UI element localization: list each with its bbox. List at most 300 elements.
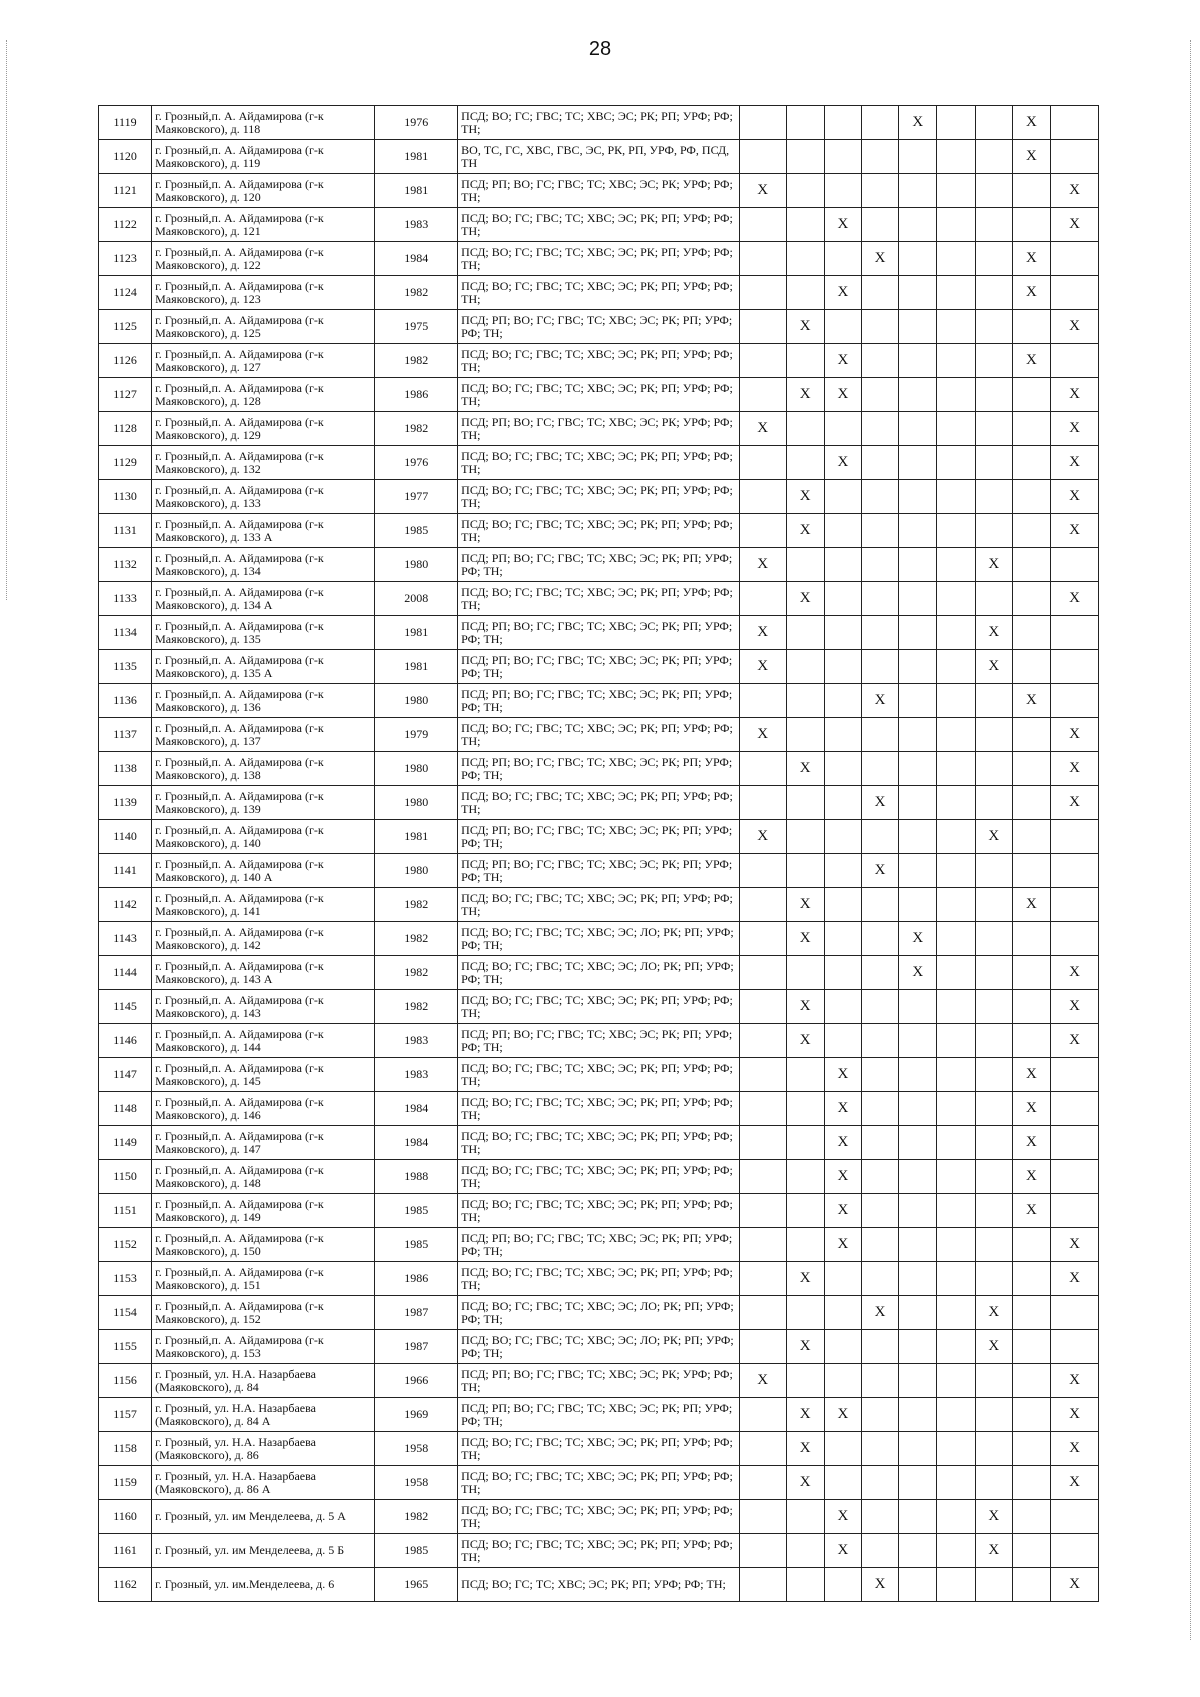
mark-cell — [975, 242, 1012, 276]
mark-cell — [739, 208, 786, 242]
year-cell: 1958 — [375, 1466, 458, 1500]
mark-cell — [1012, 854, 1050, 888]
works-cell: ПСД; ВО; ГС; ГВС; ТС; ХВС; ЭС; РК; РП; УРФ; РФ; ТН; — [458, 514, 740, 548]
year-cell: 2008 — [375, 582, 458, 616]
mark-cell — [861, 446, 898, 480]
table-row — [99, 310, 1099, 344]
mark-cell — [975, 752, 1012, 786]
year-cell: 1977 — [375, 480, 458, 514]
mark-cell — [824, 1364, 861, 1398]
mark-cell — [899, 752, 937, 786]
mark-cell — [861, 1262, 898, 1296]
mark-cell — [937, 786, 975, 820]
mark-cell: Х — [975, 1330, 1012, 1364]
mark-cell — [937, 1330, 975, 1364]
mark-cell — [824, 1024, 861, 1058]
mark-cell — [937, 548, 975, 582]
mark-cell — [1051, 1330, 1099, 1364]
table-row — [99, 276, 1099, 310]
mark-cell — [861, 276, 898, 310]
works-cell: ПСД; ВО; ГС; ГВС; ТС; ХВС; ЭС; РК; РП; УРФ; РФ; ТН; — [458, 888, 740, 922]
works-cell: ПСД; ВО; ГС; ГВС; ТС; ХВС; ЭС; РК; РП; УРФ; РФ; ТН; — [458, 1262, 740, 1296]
mark-cell — [739, 344, 786, 378]
mark-cell — [786, 106, 824, 140]
mark-cell — [937, 1262, 975, 1296]
table-row — [99, 888, 1099, 922]
table-row — [99, 1160, 1099, 1194]
mark-cell — [1051, 548, 1099, 582]
works-cell: ПСД; ВО; ГС; ГВС; ТС; ХВС; ЭС; РК; РП; УРФ; РФ; ТН; — [458, 208, 740, 242]
mark-cell: Х — [1012, 1058, 1050, 1092]
mark-cell — [824, 650, 861, 684]
year-cell: 1975 — [375, 310, 458, 344]
address-cell: г. Грозный,п. А. Айдамирова (г-к Маяковского), д. 134 А — [152, 582, 375, 616]
mark-cell — [975, 1364, 1012, 1398]
mark-cell — [824, 718, 861, 752]
mark-cell — [975, 1466, 1012, 1500]
mark-cell: Х — [1051, 1466, 1099, 1500]
address-cell: г. Грозный,п. А. Айдамирова (г-к Маяковского), д. 152 — [152, 1296, 375, 1330]
mark-cell — [937, 378, 975, 412]
mark-cell — [739, 1568, 786, 1602]
building-registry-table — [98, 105, 1099, 1602]
row-number: 1125 — [99, 310, 152, 344]
year-cell: 1985 — [375, 1194, 458, 1228]
mark-cell: Х — [1051, 990, 1099, 1024]
mark-cell: Х — [739, 820, 786, 854]
mark-cell — [786, 1296, 824, 1330]
mark-cell: Х — [1051, 752, 1099, 786]
table-row — [99, 616, 1099, 650]
mark-cell — [1051, 1500, 1099, 1534]
table-row — [99, 854, 1099, 888]
address-cell: г. Грозный,п. А. Айдамирова (г-к Маяковского), д. 151 — [152, 1262, 375, 1296]
mark-cell — [1012, 1398, 1050, 1432]
mark-cell — [937, 1500, 975, 1534]
year-cell: 1969 — [375, 1398, 458, 1432]
table-row — [99, 752, 1099, 786]
works-cell: ПСД; ВО; ГС; ГВС; ТС; ХВС; ЭС; ЛО; РК; РП; УРФ; РФ; ТН; — [458, 1330, 740, 1364]
address-cell: г. Грозный,п. А. Айдамирова (г-к Маяковского), д. 118 — [152, 106, 375, 140]
address-cell: г. Грозный,п. А. Айдамирова (г-к Маяковского), д. 123 — [152, 276, 375, 310]
mark-cell — [824, 140, 861, 174]
mark-cell — [861, 1432, 898, 1466]
works-cell: ПСД; ВО; ГС; ГВС; ТС; ХВС; ЭС; РК; РП; УРФ; РФ; ТН; — [458, 1092, 740, 1126]
mark-cell — [975, 310, 1012, 344]
mark-cell — [937, 922, 975, 956]
mark-cell: Х — [1012, 1160, 1050, 1194]
mark-cell: Х — [786, 514, 824, 548]
row-number: 1121 — [99, 174, 152, 208]
address-cell: г. Грозный,п. А. Айдамирова (г-к Маяковского), д. 138 — [152, 752, 375, 786]
works-cell: ПСД; ВО; ГС; ГВС; ТС; ХВС; ЭС; РК; РП; УРФ; РФ; ТН; — [458, 990, 740, 1024]
mark-cell — [786, 1058, 824, 1092]
mark-cell — [937, 446, 975, 480]
mark-cell — [824, 820, 861, 854]
address-cell: г. Грозный, ул. Н.А. Назарбаева (Маяковского), д. 86 А — [152, 1466, 375, 1500]
mark-cell — [975, 1126, 1012, 1160]
mark-cell — [1051, 1160, 1099, 1194]
mark-cell: Х — [824, 1500, 861, 1534]
works-cell: ПСД; РП; ВО; ГС; ГВС; ТС; ХВС; ЭС; РК; УРФ; РФ; ТН; — [458, 174, 740, 208]
mark-cell — [975, 990, 1012, 1024]
mark-cell — [861, 650, 898, 684]
table-row — [99, 1466, 1099, 1500]
mark-cell — [937, 1024, 975, 1058]
row-number: 1145 — [99, 990, 152, 1024]
mark-cell — [1051, 616, 1099, 650]
mark-cell — [937, 1058, 975, 1092]
mark-cell — [1012, 820, 1050, 854]
mark-cell: Х — [824, 1058, 861, 1092]
mark-cell — [824, 1262, 861, 1296]
mark-cell: Х — [1012, 1092, 1050, 1126]
mark-cell: Х — [1051, 378, 1099, 412]
mark-cell — [824, 990, 861, 1024]
address-cell: г. Грозный,п. А. Айдамирова (г-к Маяковского), д. 128 — [152, 378, 375, 412]
address-cell: г. Грозный,п. А. Айдамирова (г-к Маяковского), д. 127 — [152, 344, 375, 378]
mark-cell — [937, 820, 975, 854]
mark-cell — [1051, 1092, 1099, 1126]
mark-cell — [786, 1364, 824, 1398]
mark-cell — [1012, 786, 1050, 820]
mark-cell — [899, 1024, 937, 1058]
mark-cell — [786, 1534, 824, 1568]
mark-cell — [899, 1500, 937, 1534]
mark-cell: Х — [861, 242, 898, 276]
mark-cell: Х — [975, 1534, 1012, 1568]
table-row — [99, 446, 1099, 480]
mark-cell — [1051, 1296, 1099, 1330]
row-number: 1120 — [99, 140, 152, 174]
table-row — [99, 378, 1099, 412]
table-row — [99, 1228, 1099, 1262]
mark-cell: Х — [1051, 446, 1099, 480]
mark-cell — [1051, 276, 1099, 310]
year-cell: 1981 — [375, 140, 458, 174]
mark-cell — [1051, 140, 1099, 174]
year-cell: 1984 — [375, 1092, 458, 1126]
mark-cell — [739, 854, 786, 888]
mark-cell — [739, 786, 786, 820]
mark-cell — [899, 1534, 937, 1568]
address-cell: г. Грозный,п. А. Айдамирова (г-к Маяковского), д. 122 — [152, 242, 375, 276]
mark-cell: Х — [861, 1568, 898, 1602]
mark-cell: Х — [786, 1330, 824, 1364]
table-row — [99, 1092, 1099, 1126]
mark-cell — [1051, 1126, 1099, 1160]
mark-cell — [899, 650, 937, 684]
row-number: 1119 — [99, 106, 152, 140]
table-row — [99, 1194, 1099, 1228]
table-row — [99, 990, 1099, 1024]
mark-cell — [1051, 684, 1099, 718]
mark-cell — [786, 1126, 824, 1160]
mark-cell — [1051, 106, 1099, 140]
table-row — [99, 786, 1099, 820]
works-cell: ПСД; РП; ВО; ГС; ГВС; ТС; ХВС; ЭС; РК; РП; УРФ; РФ; ТН; — [458, 310, 740, 344]
year-cell: 1981 — [375, 820, 458, 854]
works-cell: ПСД; РП; ВО; ГС; ГВС; ТС; ХВС; ЭС; РК; РП; УРФ; РФ; ТН; — [458, 548, 740, 582]
mark-cell — [937, 684, 975, 718]
works-cell: ПСД; ВО; ГС; ГВС; ТС; ХВС; ЭС; РК; РП; УРФ; РФ; ТН; — [458, 1432, 740, 1466]
mark-cell — [739, 378, 786, 412]
mark-cell — [1051, 242, 1099, 276]
mark-cell — [1051, 1534, 1099, 1568]
mark-cell — [899, 718, 937, 752]
mark-cell — [899, 208, 937, 242]
works-cell: ПСД; ВО; ГС; ГВС; ТС; ХВС; ЭС; РК; РП; УРФ; РФ; ТН; — [458, 1500, 740, 1534]
row-number: 1146 — [99, 1024, 152, 1058]
table-row — [99, 480, 1099, 514]
address-cell: г. Грозный,п. А. Айдамирова (г-к Маяковского), д. 147 — [152, 1126, 375, 1160]
mark-cell — [739, 1126, 786, 1160]
mark-cell — [786, 956, 824, 990]
row-number: 1140 — [99, 820, 152, 854]
mark-cell — [937, 1092, 975, 1126]
mark-cell — [861, 548, 898, 582]
mark-cell — [739, 1330, 786, 1364]
mark-cell — [739, 1024, 786, 1058]
mark-cell: Х — [739, 412, 786, 446]
mark-cell: Х — [824, 1228, 861, 1262]
mark-cell — [937, 106, 975, 140]
mark-cell — [1051, 650, 1099, 684]
mark-cell — [824, 310, 861, 344]
mark-cell — [899, 1432, 937, 1466]
works-cell: ПСД; ВО; ГС; ГВС; ТС; ХВС; ЭС; ЛО; РК; РП; УРФ; РФ; ТН; — [458, 922, 740, 956]
mark-cell — [739, 990, 786, 1024]
works-cell: ПСД; РП; ВО; ГС; ГВС; ТС; ХВС; ЭС; РК; УРФ; РФ; ТН; — [458, 412, 740, 446]
mark-cell — [824, 752, 861, 786]
mark-cell — [739, 276, 786, 310]
address-cell: г. Грозный,п. А. Айдамирова (г-к Маяковского), д. 148 — [152, 1160, 375, 1194]
mark-cell — [899, 820, 937, 854]
mark-cell — [1012, 1500, 1050, 1534]
mark-cell — [1051, 344, 1099, 378]
page-number: 28 — [588, 38, 612, 60]
mark-cell — [937, 616, 975, 650]
mark-cell — [786, 174, 824, 208]
address-cell: г. Грозный,п. А. Айдамирова (г-к Маяковского), д. 153 — [152, 1330, 375, 1364]
mark-cell — [1051, 922, 1099, 956]
scan-edge-left — [6, 40, 7, 600]
mark-cell: Х — [739, 174, 786, 208]
mark-cell — [739, 1092, 786, 1126]
year-cell: 1987 — [375, 1330, 458, 1364]
row-number: 1144 — [99, 956, 152, 990]
mark-cell — [739, 446, 786, 480]
mark-cell: Х — [1051, 582, 1099, 616]
mark-cell — [786, 140, 824, 174]
mark-cell — [824, 1432, 861, 1466]
mark-cell — [899, 1126, 937, 1160]
mark-cell — [899, 548, 937, 582]
mark-cell — [1012, 1466, 1050, 1500]
row-number: 1158 — [99, 1432, 152, 1466]
mark-cell — [937, 1160, 975, 1194]
row-number: 1141 — [99, 854, 152, 888]
works-cell: ПСД; ВО; ГС; ГВС; ТС; ХВС; ЭС; РК; РП; УРФ; РФ; ТН; — [458, 582, 740, 616]
address-cell: г. Грозный,п. А. Айдамирова (г-к Маяковского), д. 143 А — [152, 956, 375, 990]
mark-cell — [937, 344, 975, 378]
mark-cell — [937, 650, 975, 684]
mark-cell — [975, 1160, 1012, 1194]
table-row — [99, 412, 1099, 446]
mark-cell: Х — [1051, 1024, 1099, 1058]
mark-cell — [937, 514, 975, 548]
mark-cell — [861, 1058, 898, 1092]
mark-cell: Х — [1051, 718, 1099, 752]
mark-cell: Х — [975, 548, 1012, 582]
mark-cell — [975, 378, 1012, 412]
mark-cell — [1012, 582, 1050, 616]
year-cell: 1983 — [375, 208, 458, 242]
mark-cell — [824, 922, 861, 956]
mark-cell — [975, 480, 1012, 514]
mark-cell — [975, 956, 1012, 990]
works-cell: ПСД; ВО; ГС; ГВС; ТС; ХВС; ЭС; РК; РП; УРФ; РФ; ТН; — [458, 718, 740, 752]
mark-cell — [786, 548, 824, 582]
works-cell: ПСД; РП; ВО; ГС; ГВС; ТС; ХВС; ЭС; РК; РП; УРФ; РФ; ТН; — [458, 752, 740, 786]
mark-cell — [1012, 1024, 1050, 1058]
mark-cell — [1012, 208, 1050, 242]
table-row — [99, 1296, 1099, 1330]
table-row — [99, 922, 1099, 956]
mark-cell — [824, 582, 861, 616]
address-cell: г. Грозный,п. А. Айдамирова (г-к Маяковского), д. 136 — [152, 684, 375, 718]
mark-cell — [937, 752, 975, 786]
mark-cell — [861, 1160, 898, 1194]
mark-cell: Х — [739, 718, 786, 752]
mark-cell — [899, 1568, 937, 1602]
row-number: 1155 — [99, 1330, 152, 1364]
address-cell: г. Грозный,п. А. Айдамирова (г-к Маяковского), д. 133 — [152, 480, 375, 514]
mark-cell: Х — [786, 1398, 824, 1432]
mark-cell — [861, 1534, 898, 1568]
mark-cell: Х — [899, 922, 937, 956]
table-row — [99, 1534, 1099, 1568]
year-cell: 1986 — [375, 378, 458, 412]
mark-cell — [937, 412, 975, 446]
mark-cell: Х — [786, 922, 824, 956]
mark-cell — [861, 1228, 898, 1262]
mark-cell — [899, 276, 937, 310]
mark-cell — [937, 718, 975, 752]
mark-cell — [975, 718, 1012, 752]
row-number: 1161 — [99, 1534, 152, 1568]
mark-cell: Х — [1051, 786, 1099, 820]
mark-cell — [861, 752, 898, 786]
address-cell: г. Грозный,п. А. Айдамирова (г-к Маяковского), д. 119 — [152, 140, 375, 174]
mark-cell: Х — [824, 446, 861, 480]
mark-cell — [937, 888, 975, 922]
address-cell: г. Грозный,п. А. Айдамирова (г-к Маяковского), д. 146 — [152, 1092, 375, 1126]
year-cell: 1982 — [375, 956, 458, 990]
works-cell: ПСД; РП; ВО; ГС; ГВС; ТС; ХВС; ЭС; РК; РП; УРФ; РФ; ТН; — [458, 820, 740, 854]
mark-cell: Х — [975, 650, 1012, 684]
mark-cell — [975, 854, 1012, 888]
works-cell: ПСД; ВО; ГС; ГВС; ТС; ХВС; ЭС; РК; РП; УРФ; РФ; ТН; — [458, 1194, 740, 1228]
mark-cell — [861, 344, 898, 378]
address-cell: г. Грозный,п. А. Айдамирова (г-к Маяковского), д. 135 — [152, 616, 375, 650]
mark-cell — [975, 888, 1012, 922]
year-cell: 1980 — [375, 786, 458, 820]
year-cell: 1976 — [375, 106, 458, 140]
mark-cell: Х — [1051, 1262, 1099, 1296]
mark-cell: Х — [1012, 1194, 1050, 1228]
mark-cell: Х — [1051, 174, 1099, 208]
table-row — [99, 650, 1099, 684]
mark-cell: Х — [824, 1398, 861, 1432]
mark-cell — [786, 1228, 824, 1262]
works-cell: ПСД; ВО; ГС; ГВС; ТС; ХВС; ЭС; РК; РП; УРФ; РФ; ТН; — [458, 1160, 740, 1194]
table-row — [99, 208, 1099, 242]
mark-cell: Х — [861, 684, 898, 718]
works-cell: ПСД; ВО; ГС; ГВС; ТС; ХВС; ЭС; РК; РП; УРФ; РФ; ТН; — [458, 1126, 740, 1160]
mark-cell — [937, 174, 975, 208]
mark-cell — [786, 1160, 824, 1194]
table-row — [99, 582, 1099, 616]
row-number: 1134 — [99, 616, 152, 650]
mark-cell — [975, 276, 1012, 310]
works-cell: ПСД; ВО; ГС; ГВС; ТС; ХВС; ЭС; РК; РП; УРФ; РФ; ТН; — [458, 446, 740, 480]
address-cell: г. Грозный,п. А. Айдамирова (г-к Маяковского), д. 133 А — [152, 514, 375, 548]
mark-cell: Х — [786, 1432, 824, 1466]
mark-cell — [899, 310, 937, 344]
address-cell: г. Грозный,п. А. Айдамирова (г-к Маяковского), д. 121 — [152, 208, 375, 242]
mark-cell — [786, 1092, 824, 1126]
mark-cell — [1012, 1364, 1050, 1398]
year-cell: 1966 — [375, 1364, 458, 1398]
mark-cell: Х — [1051, 1568, 1099, 1602]
mark-cell — [899, 888, 937, 922]
mark-cell — [786, 684, 824, 718]
works-cell: ПСД; РП; ВО; ГС; ГВС; ТС; ХВС; ЭС; РК; РП; УРФ; РФ; ТН; — [458, 1024, 740, 1058]
mark-cell — [1012, 1568, 1050, 1602]
row-number: 1130 — [99, 480, 152, 514]
mark-cell — [861, 378, 898, 412]
table-row — [99, 718, 1099, 752]
address-cell: г. Грозный,п. А. Айдамирова (г-к Маяковского), д. 132 — [152, 446, 375, 480]
row-number: 1159 — [99, 1466, 152, 1500]
mark-cell — [899, 990, 937, 1024]
mark-cell — [861, 1092, 898, 1126]
year-cell: 1980 — [375, 548, 458, 582]
works-cell: ПСД; ВО; ГС; ТС; ХВС; ЭС; РК; РП; УРФ; РФ; ТН; — [458, 1568, 740, 1602]
year-cell: 1982 — [375, 412, 458, 446]
works-cell: ПСД; ВО; ГС; ГВС; ТС; ХВС; ЭС; РК; РП; УРФ; РФ; ТН; — [458, 106, 740, 140]
mark-cell: Х — [786, 1466, 824, 1500]
mark-cell — [937, 1194, 975, 1228]
mark-cell — [861, 922, 898, 956]
mark-cell: Х — [899, 106, 937, 140]
mark-cell — [975, 1568, 1012, 1602]
mark-cell — [824, 1466, 861, 1500]
mark-cell: Х — [975, 1500, 1012, 1534]
mark-cell — [739, 1160, 786, 1194]
table-row — [99, 1364, 1099, 1398]
works-cell: ВО, ТС, ГС, ХВС, ГВС, ЭС, РК, РП, УРФ, РФ, ПСД, ТН — [458, 140, 740, 174]
works-cell: ПСД; ВО; ГС; ГВС; ТС; ХВС; ЭС; ЛО; РК; РП; УРФ; РФ; ТН; — [458, 956, 740, 990]
row-number: 1132 — [99, 548, 152, 582]
year-cell: 1983 — [375, 1024, 458, 1058]
mark-cell — [937, 208, 975, 242]
mark-cell — [1012, 718, 1050, 752]
mark-cell — [824, 616, 861, 650]
works-cell: ПСД; ВО; ГС; ГВС; ТС; ХВС; ЭС; РК; РП; УРФ; РФ; ТН; — [458, 1058, 740, 1092]
year-cell: 1982 — [375, 922, 458, 956]
